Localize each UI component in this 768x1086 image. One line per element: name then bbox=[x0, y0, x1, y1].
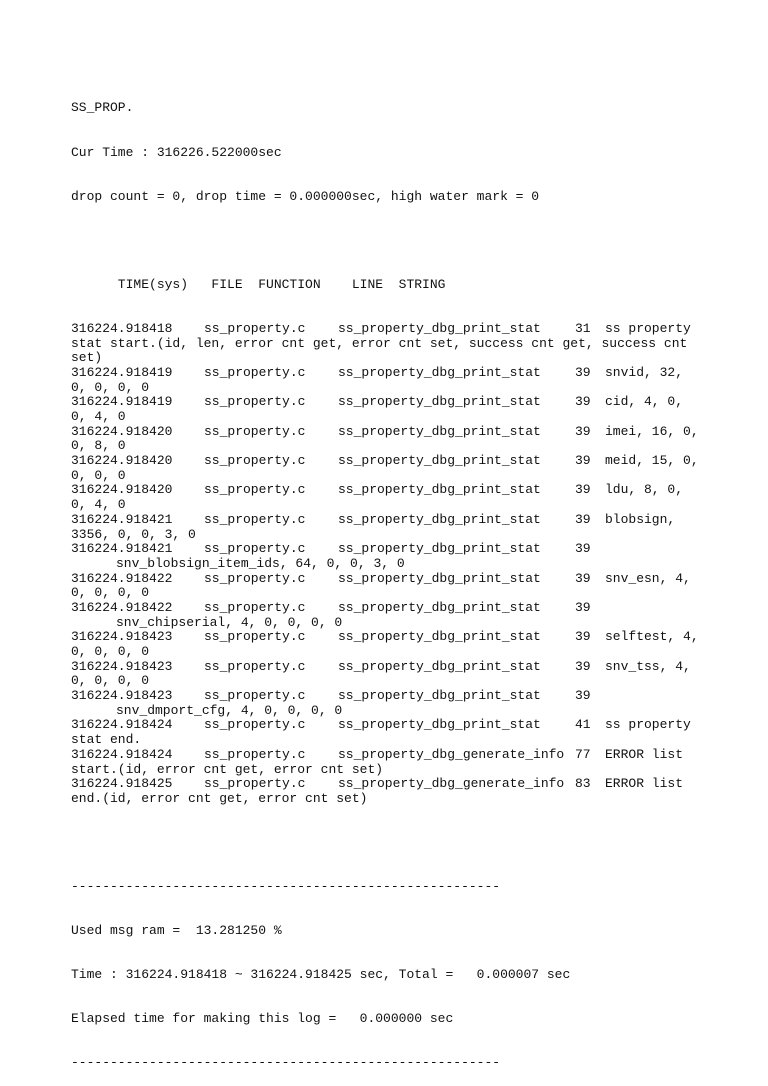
log-time: 316224.918420 bbox=[71, 453, 173, 469]
log-string: ERROR list bbox=[605, 746, 684, 762]
log-function: ss_property_dbg_print_stat bbox=[338, 629, 541, 645]
log-function: ss_property_dbg_print_stat bbox=[338, 423, 541, 439]
log-file: ss_property.c bbox=[204, 453, 306, 469]
log-string-continuation: snv_dmport_cfg, 4, 0, 0, 0, 0 bbox=[116, 702, 343, 718]
log-row-main-line bbox=[71, 689, 687, 704]
log-row bbox=[71, 366, 687, 395]
log-string-continuation: end.(id, error cnt get, error cnt set) bbox=[71, 790, 368, 806]
log-row-main-line bbox=[71, 658, 691, 675]
log-string-continuation: 3356, 0, 0, 3, 0 bbox=[71, 526, 196, 542]
log-time: 316224.918421 bbox=[71, 511, 173, 527]
log-row-main-line bbox=[71, 542, 687, 557]
log-string-continuation: 0, 8, 0 bbox=[71, 438, 126, 454]
log-row-main-line bbox=[71, 366, 687, 381]
log-file: ss_property.c bbox=[204, 629, 306, 645]
log-line-number: 39 bbox=[575, 688, 591, 704]
log-time: 316224.918419 bbox=[71, 394, 173, 410]
log-time: 316224.918420 bbox=[71, 423, 173, 439]
log-function: ss_property_dbg_print_stat bbox=[338, 482, 541, 498]
log-line-number: 39 bbox=[575, 599, 591, 615]
log-file: ss_property.c bbox=[204, 482, 306, 498]
log-time: 316224.918424 bbox=[71, 717, 173, 733]
log-row bbox=[71, 689, 687, 718]
log-row-main-line bbox=[71, 748, 687, 763]
log-file: ss_property.c bbox=[204, 688, 306, 704]
log-row-main-line bbox=[71, 601, 687, 616]
log-time: 316224.918420 bbox=[71, 482, 173, 498]
log-row bbox=[71, 542, 687, 571]
log-row-main-line bbox=[71, 777, 687, 792]
log-row bbox=[71, 570, 691, 601]
log-line-number: 77 bbox=[575, 746, 591, 762]
log-line-number: 39 bbox=[575, 658, 591, 674]
log-function: ss_property_dbg_print_stat bbox=[338, 541, 541, 557]
log-string-continuation: 0, 0, 0 bbox=[71, 467, 126, 483]
log-file: ss_property.c bbox=[204, 776, 306, 792]
log-file: ss_property.c bbox=[204, 511, 306, 527]
log-row bbox=[71, 748, 687, 777]
log-string-continuation: 0, 0, 0, 0 bbox=[71, 644, 150, 659]
log-function: ss_property_dbg_generate_info bbox=[338, 776, 565, 792]
log-string-continuation: 0, 4, 0 bbox=[71, 409, 126, 424]
time-range: Time : 316224.918418 ~ 316224.918425 sec, Total = 0.000007 sec bbox=[71, 967, 571, 983]
log-row-main-line bbox=[71, 395, 687, 410]
log-string: snvid, 32, bbox=[605, 364, 684, 380]
used-msg-ram: Used msg ram = 13.281250 % bbox=[71, 923, 282, 939]
log-function: ss_property_dbg_print_stat bbox=[338, 364, 541, 380]
log-function: ss_property_dbg_print_stat bbox=[338, 394, 541, 410]
log-function: ss_property_dbg_print_stat bbox=[338, 717, 541, 733]
log-time: 316224.918419 bbox=[71, 364, 173, 380]
log-row-main-line bbox=[71, 513, 687, 528]
log-function: ss_property_dbg_print_stat bbox=[338, 453, 541, 469]
log-row-main-line bbox=[71, 629, 699, 645]
log-row bbox=[71, 513, 687, 542]
log-file: ss_property.c bbox=[204, 364, 306, 380]
log-row bbox=[71, 395, 687, 424]
spacer bbox=[71, 234, 687, 249]
log-time: 316224.918425 bbox=[71, 776, 173, 792]
log-row bbox=[71, 629, 699, 659]
log-row bbox=[71, 483, 687, 512]
log-function: ss_property_dbg_generate_info bbox=[338, 746, 565, 762]
log-string-continuation: 0, 4, 0 bbox=[71, 497, 126, 513]
log-file: ss_property.c bbox=[204, 746, 306, 762]
log-row bbox=[71, 658, 691, 689]
log-string: meid, 15, 0, bbox=[605, 453, 699, 469]
log-string: imei, 16, 0, bbox=[605, 423, 699, 439]
log-time: 316224.918422 bbox=[71, 570, 173, 586]
log-line-number: 39 bbox=[575, 364, 591, 380]
log-time: 316224.918418 bbox=[71, 320, 173, 336]
log-function: ss_property_dbg_print_stat bbox=[338, 658, 541, 674]
log-function: ss_property_dbg_print_stat bbox=[338, 511, 541, 527]
log-file: ss_property.c bbox=[204, 599, 306, 615]
log-line-number: 39 bbox=[575, 629, 591, 645]
log-title: SS_PROP. bbox=[71, 100, 134, 116]
log-line-number: 31 bbox=[575, 320, 591, 336]
log-function: ss_property_dbg_print_stat bbox=[338, 570, 541, 586]
log-file: ss_property.c bbox=[204, 658, 306, 674]
log-row-main-line bbox=[71, 570, 691, 587]
log-line-number: 39 bbox=[575, 482, 591, 498]
drop-info: drop count = 0, drop time = 0.000000sec, high water mark = 0 bbox=[71, 188, 540, 204]
log-time: 316224.918423 bbox=[71, 688, 173, 704]
log-file: ss_property.c bbox=[204, 394, 306, 410]
log-string-continuation: 0, 0, 0, 0 bbox=[71, 585, 150, 601]
elapsed-time: Elapsed time for making this log = 0.000000 sec bbox=[71, 1011, 454, 1027]
log-string: snv_tss, 4, bbox=[605, 658, 691, 674]
log-string-continuation: set) bbox=[71, 350, 103, 366]
log-time: 316224.918424 bbox=[71, 746, 173, 762]
log-string-continuation: start.(id, error cnt get, error cnt set) bbox=[71, 761, 384, 777]
log-row bbox=[71, 717, 691, 748]
log-string: ss property bbox=[605, 717, 691, 733]
log-time: 316224.918422 bbox=[71, 599, 173, 615]
log-time: 316224.918421 bbox=[71, 541, 173, 557]
log-row-main-line bbox=[71, 320, 691, 337]
log-line-number: 39 bbox=[575, 511, 591, 527]
log-rows bbox=[71, 320, 699, 807]
log-function: ss_property_dbg_print_stat bbox=[338, 599, 541, 615]
log-file: ss_property.c bbox=[204, 717, 306, 733]
log-file: ss_property.c bbox=[204, 570, 306, 586]
log-row-main-line bbox=[71, 483, 687, 498]
log-line-number: 39 bbox=[575, 541, 591, 557]
log-string-continuation: 0, 0, 0, 0 bbox=[71, 379, 150, 395]
log-row-main-line bbox=[71, 423, 699, 440]
log-line-number: 41 bbox=[575, 717, 591, 733]
log-time: 316224.918423 bbox=[71, 629, 173, 645]
log-row bbox=[71, 423, 699, 454]
log-row bbox=[71, 601, 687, 630]
log-string: ERROR list bbox=[605, 776, 684, 792]
log-string: blobsign, bbox=[605, 511, 676, 527]
log-line-number: 83 bbox=[575, 776, 591, 792]
log-string: ss property bbox=[605, 320, 691, 336]
log-time: 316224.918423 bbox=[71, 658, 173, 674]
separator-bottom: ------------------------------------------------------- bbox=[71, 1055, 501, 1071]
log-row-main-line bbox=[71, 717, 691, 733]
log-line-number: 39 bbox=[575, 570, 591, 586]
log-line-number: 39 bbox=[575, 453, 591, 469]
log-string: selftest, 4, bbox=[605, 629, 699, 645]
log-file: ss_property.c bbox=[204, 423, 306, 439]
log-string: cid, 4, 0, bbox=[605, 394, 684, 410]
log-row-main-line bbox=[71, 453, 699, 469]
log-row bbox=[71, 777, 687, 806]
log-string-continuation: 0, 0, 0, 0 bbox=[71, 673, 150, 689]
separator-top: ------------------------------------------------------- bbox=[71, 879, 501, 895]
log-function: ss_property_dbg_print_stat bbox=[338, 320, 541, 336]
log-string-continuation: stat start.(id, len, error cnt get, error cnt set, success cnt get, success cnt bbox=[71, 335, 688, 351]
current-time: Cur Time : 316226.522000sec bbox=[71, 144, 282, 160]
table-header: TIME(sys) FILE FUNCTION LINE STRING bbox=[71, 276, 446, 292]
log-string-continuation: stat end. bbox=[71, 732, 142, 748]
log-file: ss_property.c bbox=[204, 320, 306, 336]
log-file: ss_property.c bbox=[204, 541, 306, 557]
log-string: snv_esn, 4, bbox=[605, 570, 691, 586]
log-row bbox=[71, 320, 691, 366]
spacer bbox=[71, 836, 687, 851]
log-string-continuation: snv_blobsign_item_ids, 64, 0, 0, 3, 0 bbox=[116, 555, 405, 571]
log-string-continuation: snv_chipserial, 4, 0, 0, 0, 0 bbox=[116, 614, 343, 630]
log-function: ss_property_dbg_print_stat bbox=[338, 688, 541, 704]
log-line-number: 39 bbox=[575, 394, 591, 410]
log-string: ldu, 8, 0, bbox=[605, 482, 684, 498]
log-line-number: 39 bbox=[575, 423, 591, 439]
log-row bbox=[71, 453, 699, 483]
log-document bbox=[71, 72, 699, 1086]
